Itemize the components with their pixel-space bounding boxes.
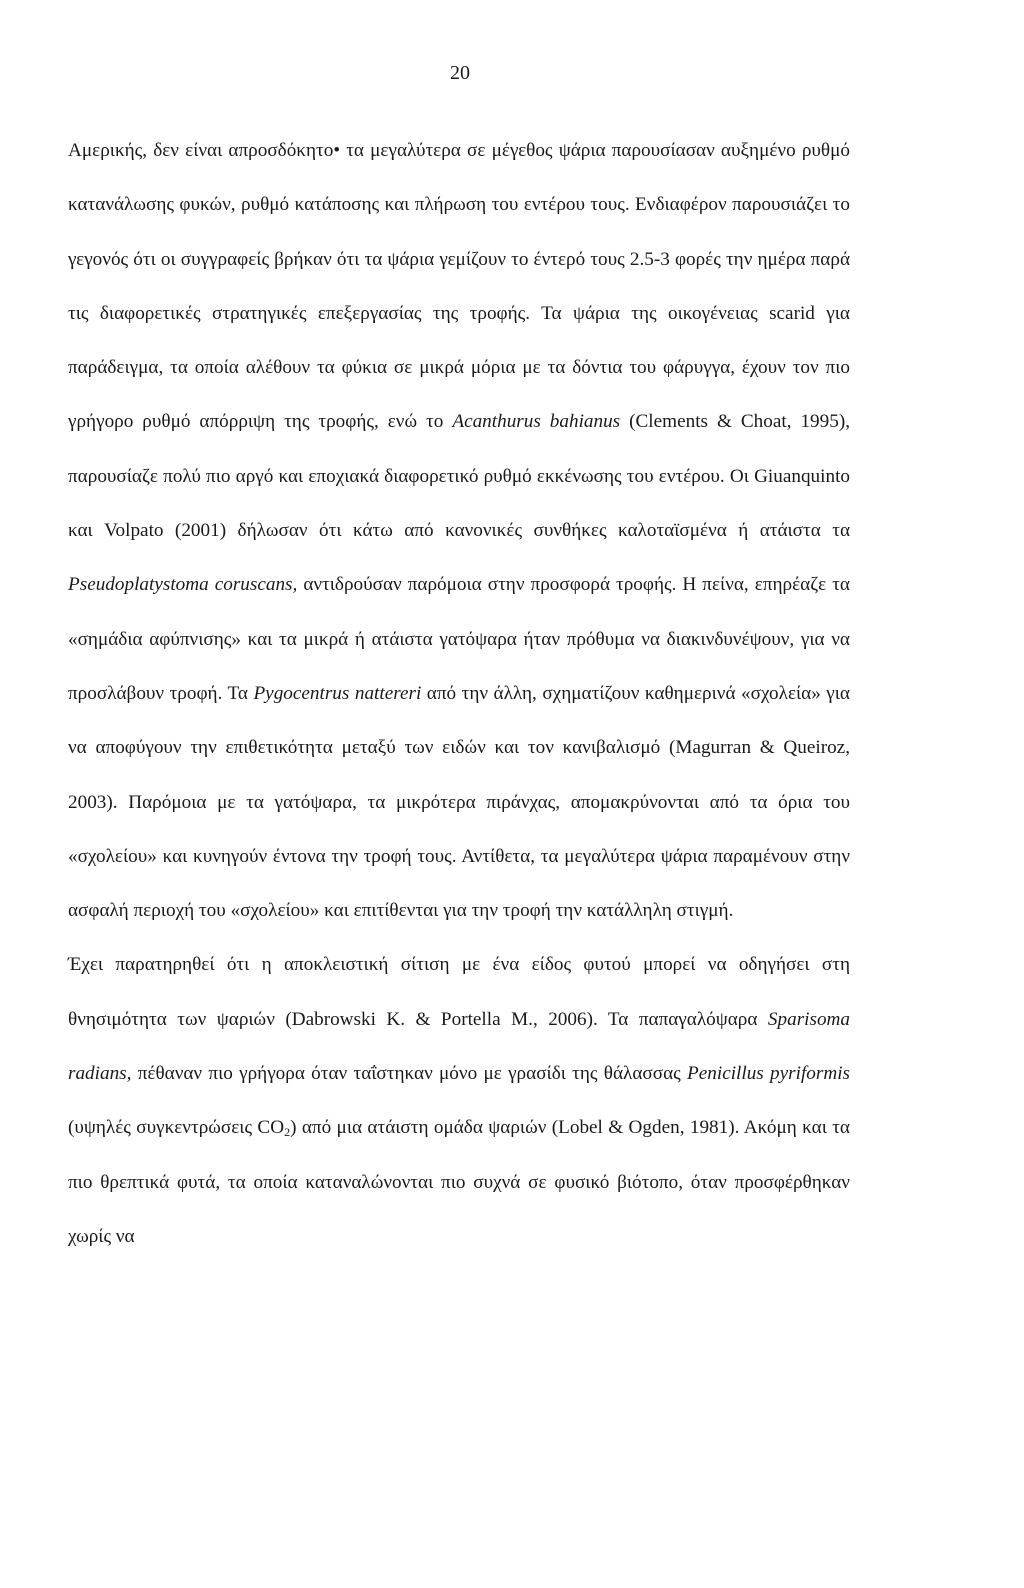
text-run: ) από μια ατάιστη ομάδα ψαριών (Lobel & Ogden, 1981). Ακόμη και τα πιο θρεπτικά φυτά, τα οποία καταναλώνονται πιο συχνά σε φυσικό βιότοπο, όταν προσφέρθηκαν χωρίς να (68, 1117, 850, 1247)
subscript: 2 (284, 1125, 291, 1140)
species-name: Penicillus pyriformis (687, 1063, 850, 1085)
text-run: αντιδρούσαν παρόμοια στην προσφορά τροφής. Η πείνα, επηρέαζε τα «σημάδια αφύπνισης» και τα μικρά ή ατάιστα γατόψαρα ήταν πρόθυμα να διακινδυνέψουν, για να προσλάβουν τροφή. Τα (68, 574, 850, 704)
text-run: (υψηλές συγκεντρώσεις CO (68, 1117, 285, 1139)
species-name: Sparisoma radians, (68, 1008, 850, 1085)
species-name: Acanthurus bahianus (452, 411, 621, 433)
paragraph-2 (68, 938, 850, 1264)
text-run: (Clements & Choat, 1995), παρουσίαζε πολύ πιο αργό και εποχιακά διαφορετικό ρυθμό εκκένωσης του εντέρου. Οι Giuanquinto και Volpato (2001) δήλωσαν ότι κάτω από κανονικές συνθήκες καλοταϊσμένα ή ατάιστα τα (68, 411, 851, 542)
species-name: Pseudoplatystoma coruscans, (68, 574, 298, 596)
text-run: από την άλλη, σχηματίζουν καθημερινά «σχολεία» για να αποφύγουν την επιθετικότητα μεταξύ των ειδών και τον κανιβαλισμό (Magurran & Queiroz, 2003). Παρόμοια με τα γατόψαρα, τα μικρότερα πιράνχας, απομακρύνονται από τα όρια του «σχολείου» και κυνηγούν έντονα την τροφή τους. Αντίθετα, τα μεγαλύτερα ψάρια παραμένουν στην ασφαλή περιοχή του «σχολείου» και επιτίθενται για την τροφή την κατάλληλη στιγμή. (68, 682, 850, 922)
page-number: 20 (450, 62, 470, 84)
text-run: πέθαναν πιο γρήγορα όταν ταΐστηκαν μόνο με γρασίδι της θάλασσας (131, 1063, 688, 1085)
paragraph-1 (68, 124, 850, 938)
text-run: Αμερικής, δεν είναι απροσδόκητο• τα μεγαλύτερα σε μέγεθος ψάρια παρουσίασαν αυξημένο ρυθμό κατανάλωσης φυκών, ρυθμό κατάποσης και πλήρωση του εντέρου τους. Ενδιαφέρον παρουσιάζει το γεγονός ότι οι συγγραφείς βρήκαν ότι τα ψάρια γεμίζουν το έντερό τους 2.5-3 φορές την ημέρα παρά τις διαφορετικές στρατηγικές επεξεργασίας της τροφής. Τα ψάρια της οικογένειας scarid για παράδειγμα, τα οποία αλέθουν τα φύκια σε μικρά μόρια με τα δόντια του φάρυγγα, έχουν τον πιο γρήγορο ρυθμό απόρριψη της τροφής, ενώ το (68, 140, 850, 433)
species-name: Pygocentrus nattereri (253, 682, 422, 704)
text-run: Έχει παρατηρηθεί ότι η αποκλειστική σίτιση με ένα είδος φυτού μπορεί να οδηγήσει στη θνησιμότητα των ψαριών (Dabrowski K. & Portella M., 2006). Τα παπαγαλόψαρα (68, 954, 850, 1030)
body-text (68, 124, 850, 1264)
